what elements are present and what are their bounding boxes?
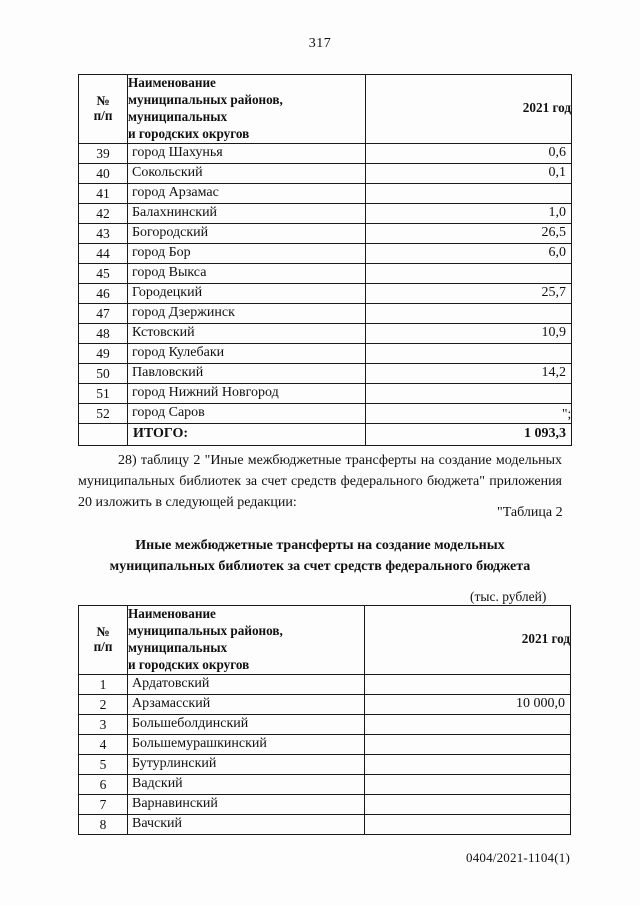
cell-municipality-name: город Нижний Новгород <box>128 383 366 403</box>
table-row <box>79 383 572 403</box>
cell-amount-2021: 10 000,0 <box>365 694 571 714</box>
cell-row-number: 47 <box>79 303 128 323</box>
heading-line1: Иные межбюджетные трансферты на создание модельных <box>135 538 505 553</box>
header-number-line2: п/п <box>93 638 113 654</box>
cell-municipality-name: Сокольский <box>128 163 366 183</box>
cell-row-number: 43 <box>79 223 128 243</box>
header-name-line1: Наименование <box>128 606 216 621</box>
cell-municipality-name: Павловский <box>128 363 366 383</box>
header-number-line2: п/п <box>93 107 113 123</box>
municipal-transfers-table-continued <box>78 74 572 446</box>
cell-amount-2021: 6,0 <box>366 243 572 263</box>
cell-municipality-name: город Выкса <box>128 263 366 283</box>
cell-amount-2021 <box>365 734 571 754</box>
header-number-line1: № <box>96 624 110 639</box>
table-row <box>79 814 571 834</box>
cell-amount-2021: 1,0 <box>366 203 572 223</box>
cell-amount-2021 <box>365 674 571 694</box>
header-name-line3: муниципальных <box>128 639 228 655</box>
amendment-paragraph: 28) таблицу 2 "Иные межбюджетные трансферты на создание модельных муниципальных библиотек за счет средств федерального бюджета" приложения 20 изложить в следующей редакции: <box>78 453 562 510</box>
header-cell-municipality <box>128 75 366 144</box>
cell-municipality-name: Большеболдинский <box>128 714 365 734</box>
cell-row-number: 1 <box>79 674 128 694</box>
cell-row-number: 41 <box>79 183 128 203</box>
header-cell-number <box>79 606 128 675</box>
cell-amount-2021 <box>366 403 572 423</box>
cell-municipality-name: Кстовский <box>128 323 366 343</box>
cell-row-number: 8 <box>79 814 128 834</box>
cell-amount-2021 <box>366 183 572 203</box>
cell-amount-2021: 14,2 <box>366 363 572 383</box>
header-cell-year: 2021 год <box>366 75 572 144</box>
footer-document-code: 0404/2021-1104(1) <box>466 850 571 865</box>
header-name-line2: муниципальных районов, <box>128 91 283 107</box>
table-row <box>79 714 571 734</box>
cell-amount-2021 <box>366 263 572 283</box>
cell-amount-2021: 25,7 <box>366 283 572 303</box>
cell-row-number: 49 <box>79 343 128 363</box>
cell-row-number: 4 <box>79 734 128 754</box>
cell-municipality-name: Городецкий <box>128 283 366 303</box>
header-cell-number <box>79 75 128 144</box>
header-cell-year: 2021 год <box>365 606 571 675</box>
cell-municipality-name: Большемурашкинский <box>128 734 365 754</box>
header-number-line1: № <box>96 93 110 108</box>
cell-municipality-name: Варнавинский <box>128 794 365 814</box>
cell-municipality-name: Бутурлинский <box>128 754 365 774</box>
table-row <box>79 734 571 754</box>
cell-amount-2021 <box>365 774 571 794</box>
cell-row-number: 50 <box>79 363 128 383</box>
header-cell-municipality <box>128 606 365 675</box>
cell-row-number: 2 <box>79 694 128 714</box>
header-name-line1: Наименование <box>128 75 216 90</box>
cell-row-number: 6 <box>79 774 128 794</box>
table-row <box>79 263 572 283</box>
cell-municipality-name: Арзамасский <box>128 694 365 714</box>
cell-amount-2021 <box>366 343 572 363</box>
cell-row-number: 42 <box>79 203 128 223</box>
cell-row-number: 45 <box>79 263 128 283</box>
cell-municipality-name: Вачский <box>128 814 365 834</box>
cell-municipality-name: город Кулебаки <box>128 343 366 363</box>
table-row <box>79 754 571 774</box>
cell-amount-2021: 26,5 <box>366 223 572 243</box>
cell-municipality-name: Вадский <box>128 774 365 794</box>
header-name-line3: муниципальных <box>128 108 228 124</box>
header-name-line2: муниципальных районов, <box>128 622 283 638</box>
heading-line2: муниципальных библиотек за счет средств федерального бюджета <box>109 559 531 575</box>
cell-municipality-name: Богородский <box>128 223 366 243</box>
cell-row-number: 44 <box>79 243 128 263</box>
table-row <box>79 163 572 183</box>
table-row <box>79 243 572 263</box>
table-2-caption-label: "Таблица 2 <box>497 505 563 520</box>
cell-amount-2021 <box>365 754 571 774</box>
table-row <box>79 794 571 814</box>
cell-municipality-name: город Шахунья <box>128 143 366 163</box>
table-one-body <box>79 143 572 445</box>
cell-amount-2021 <box>365 714 571 734</box>
cell-amount-2021 <box>365 794 571 814</box>
cell-row-number: 5 <box>79 754 128 774</box>
table-row <box>79 343 572 363</box>
table-two-header <box>79 606 571 675</box>
table-row <box>79 323 572 343</box>
cell-municipality-name: город Дзержинск <box>128 303 366 323</box>
table-total-row <box>79 423 572 445</box>
cell-amount-2021 <box>366 383 572 403</box>
table-row <box>79 183 572 203</box>
table-row <box>79 774 571 794</box>
header-name-line4: и городских округов <box>128 656 250 672</box>
units-label: (тыс. рублей) <box>470 589 547 604</box>
cell-row-number: 39 <box>79 143 128 163</box>
cell-amount-2021: 0,1 <box>366 163 572 183</box>
cell-total-label: ИТОГО: <box>128 423 366 445</box>
table-row <box>79 223 572 243</box>
cell-amount-2021: 10,9 <box>366 323 572 343</box>
table-row <box>79 143 572 163</box>
cell-row-number: 52 <box>79 403 128 423</box>
table-one-header <box>79 75 572 144</box>
cell-total-number <box>79 423 128 445</box>
page-number: 317 <box>308 36 332 51</box>
cell-row-number: 51 <box>79 383 128 403</box>
table-header-row <box>79 606 571 675</box>
cell-amount-2021 <box>365 814 571 834</box>
cell-row-number: 40 <box>79 163 128 183</box>
cell-municipality-name: город Бор <box>128 243 366 263</box>
cell-municipality-name: город Саров <box>128 403 366 423</box>
cell-total-amount: 1 093,3 <box>366 423 572 445</box>
cell-municipality-name: Балахнинский <box>128 203 366 223</box>
table-row <box>79 403 572 423</box>
table-row <box>79 303 572 323</box>
table-row <box>79 363 572 383</box>
table-row <box>79 674 571 694</box>
cell-row-number: 48 <box>79 323 128 343</box>
cell-municipality-name: город Арзамас <box>128 183 366 203</box>
model-libraries-table <box>78 605 571 835</box>
table-row <box>79 283 572 303</box>
cell-municipality-name: Ардатовский <box>128 674 365 694</box>
cell-row-number: 3 <box>79 714 128 734</box>
table-one-closing-quote: "; <box>562 406 572 421</box>
table-row <box>79 203 572 223</box>
section-heading <box>78 535 562 578</box>
cell-row-number: 46 <box>79 283 128 303</box>
cell-row-number: 7 <box>79 794 128 814</box>
cell-amount-2021 <box>366 303 572 323</box>
cell-amount-2021: 0,6 <box>366 143 572 163</box>
table-row <box>79 694 571 714</box>
header-name-line4: и городских округов <box>128 125 250 141</box>
table-two-body <box>79 674 571 834</box>
table-header-row <box>79 75 572 144</box>
